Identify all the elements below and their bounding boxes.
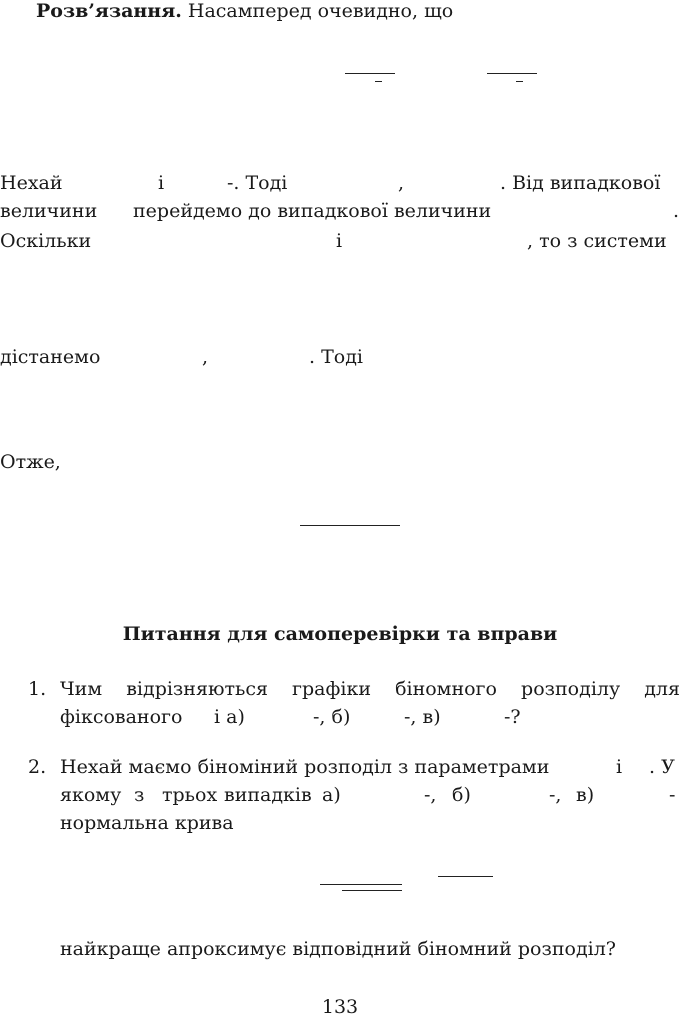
text-todi: . Тоді xyxy=(309,346,363,368)
word: розподілу xyxy=(521,678,621,700)
word: для xyxy=(644,678,680,700)
question-1-end: -? xyxy=(504,706,521,728)
fraction-minus xyxy=(516,81,523,82)
question-2-u: . У xyxy=(649,756,675,778)
fraction-bar xyxy=(438,876,493,877)
text-vid-vypadkovoi: . Від випадкової xyxy=(500,172,661,194)
question-2-dash: - xyxy=(669,784,676,806)
question-1-case-c: -, в) xyxy=(404,706,441,728)
question-2-dash: -, xyxy=(549,784,562,806)
solution-label: Розв’язання. xyxy=(36,0,182,22)
text-otzhe: Отже, xyxy=(0,451,61,473)
text-comma: , xyxy=(398,172,405,194)
question-2-case-a: а) xyxy=(322,784,341,806)
question-2-i: і xyxy=(616,756,623,778)
text-distanemo: дістанемо xyxy=(0,346,101,368)
question-2-word: випадків xyxy=(224,784,312,806)
question-2-case-b: б) xyxy=(452,784,471,806)
page-number: 133 xyxy=(321,996,359,1018)
word: відрізняються xyxy=(126,678,268,700)
text-nekhai: Нехай xyxy=(0,172,63,194)
solution-intro: Насамперед очевидно, що xyxy=(187,0,454,22)
fraction-minus xyxy=(375,81,382,82)
question-number: 2. xyxy=(28,756,47,778)
solution-line xyxy=(36,0,453,22)
fraction-bar xyxy=(487,73,537,74)
text-i: і xyxy=(158,172,165,194)
question-2-closing: найкраще апроксимує відповідний біномний розподіл? xyxy=(60,938,616,960)
word: графіки xyxy=(292,678,371,700)
question-2-word: трьох xyxy=(162,784,218,806)
question-2-word: якому xyxy=(60,784,122,806)
word: біномного xyxy=(395,678,497,700)
fraction-bar xyxy=(345,73,395,74)
fraction-bar xyxy=(320,884,402,885)
text-comma: , xyxy=(202,346,209,368)
text-velychyny: величини xyxy=(0,200,98,222)
text-oskilky: Оскільки xyxy=(0,230,92,252)
question-1-case-b: -, б) xyxy=(313,706,351,728)
question-2-case-c: в) xyxy=(576,784,595,806)
section-heading: Питання для самоперевірки та вправи xyxy=(122,623,558,645)
fraction-bar xyxy=(300,525,400,526)
question-2-text: Нехай маємо біноміний розподіл з параметрами xyxy=(60,756,550,778)
word: Чим xyxy=(60,678,103,700)
text-period: . xyxy=(673,200,680,222)
fraction-bar xyxy=(342,890,402,891)
question-1-fiksovanogo: фіксованого xyxy=(60,706,183,728)
question-2-normal-curve: нормальна крива xyxy=(60,812,234,834)
text-i: і xyxy=(336,230,343,252)
text-pereidemo: перейдемо до випадкової величини xyxy=(133,200,492,222)
question-2-dash: -, xyxy=(424,784,437,806)
question-2-word: з xyxy=(134,784,145,806)
question-1-case-a: і а) xyxy=(214,706,245,728)
text-to-z-systemy: , то з системи xyxy=(527,230,667,252)
question-1-line-1 xyxy=(60,678,680,700)
question-number: 1. xyxy=(28,678,47,700)
text-todi: -. Тоді xyxy=(227,172,288,194)
